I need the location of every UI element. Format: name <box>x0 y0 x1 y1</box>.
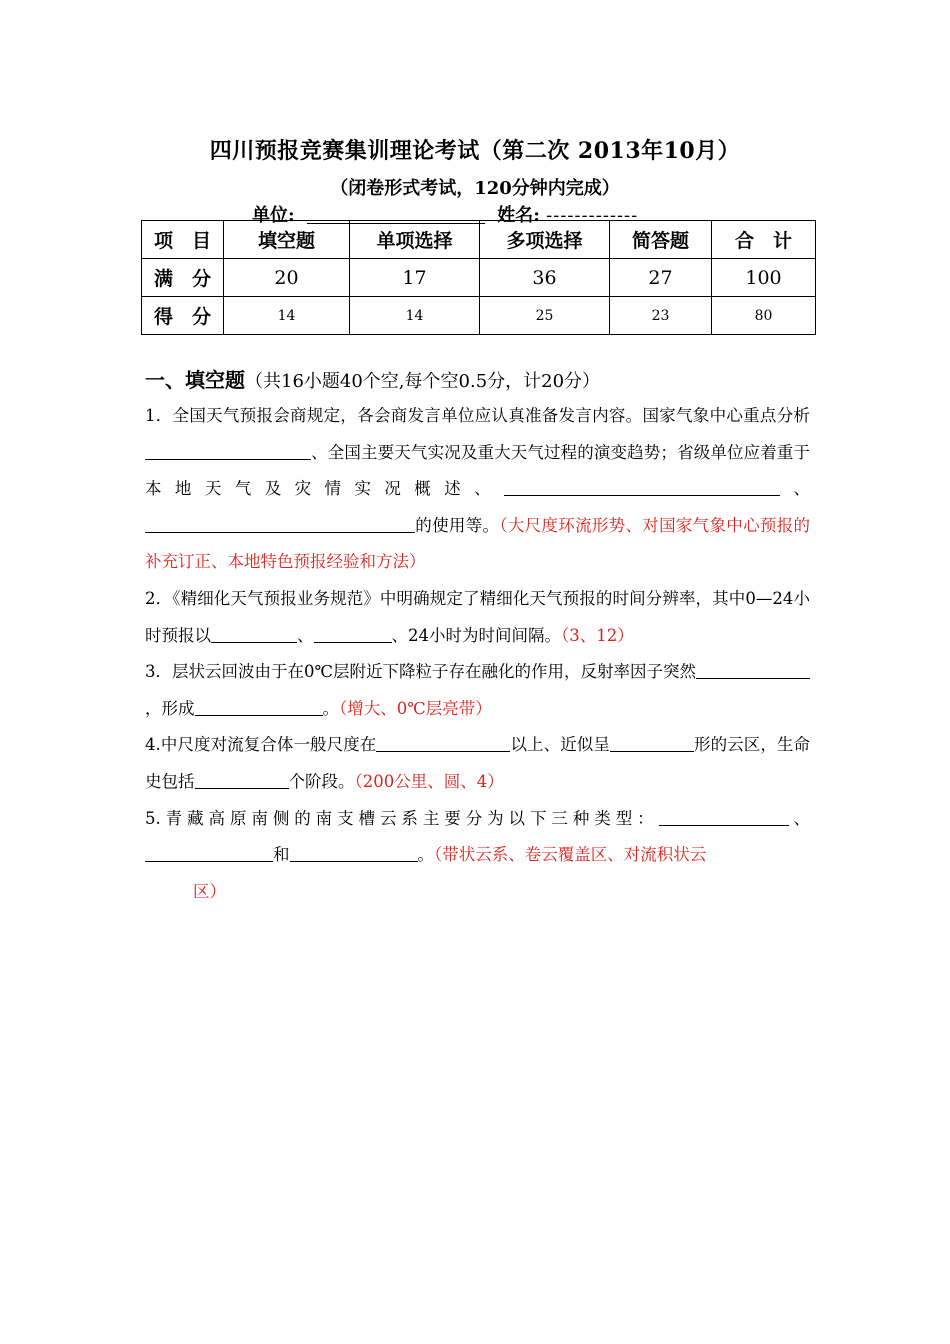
answer-key: （3、12） <box>561 625 634 645</box>
answer-key: 区） <box>193 881 226 901</box>
section-title: 一、填空题 <box>145 368 245 392</box>
answer-blank[interactable] <box>742 479 780 496</box>
answer-blank[interactable] <box>145 516 415 533</box>
answer-blank[interactable] <box>504 479 742 496</box>
section-heading <box>145 364 600 393</box>
answer-blank[interactable] <box>696 662 716 679</box>
question-3: 3．层状云回波由于在0℃层附近下降粒子存在融化的作用，反射率因子突然，形成 。（增大、0℃层亮带） <box>145 654 810 727</box>
answer-blank[interactable] <box>195 772 289 789</box>
table-cell: 满 分 <box>142 259 224 297</box>
table-cell: 27 <box>610 259 712 297</box>
answer-key: （大尺度环流形势、对国家气象中心预报的补充订正、本地特色预报经验和方法） <box>145 515 811 572</box>
question-5-continued <box>145 874 810 911</box>
table-cell: 36 <box>480 259 610 297</box>
full-marks-row <box>142 259 816 297</box>
answer-blank[interactable] <box>145 443 311 460</box>
answer-blank[interactable] <box>716 662 810 679</box>
table-cell: 23 <box>610 297 712 335</box>
answer-blank[interactable] <box>314 626 392 643</box>
answer-blank[interactable] <box>195 699 323 716</box>
exam-subtitle: （闭卷形式考试，120分钟内完成） <box>330 178 620 199</box>
table-cell: 80 <box>712 297 816 335</box>
header-cell: 项 目 <box>142 221 224 259</box>
answer-key: （带状云系、卷云覆盖区、对流积状云 <box>434 845 707 865</box>
answer-blank[interactable] <box>145 845 273 862</box>
header-cell: 填空题 <box>224 221 350 259</box>
scores-row <box>142 297 816 335</box>
section-note: （共16小题40个空,每个空0.5分，计20分） <box>245 371 601 392</box>
answer-key: （200公里、圆、4） <box>354 771 504 791</box>
unit-label: 单位: <box>252 205 295 226</box>
header-cell: 简答题 <box>610 221 712 259</box>
exam-title: 四川预报竞赛集训理论考试（第二次 2013年10月） <box>209 138 741 164</box>
table-cell: 得 分 <box>142 297 224 335</box>
answer-blank[interactable] <box>659 809 789 826</box>
score-table-header-row <box>142 221 816 259</box>
table-cell: 14 <box>350 297 480 335</box>
answer-blank[interactable] <box>290 845 418 862</box>
table-cell: 17 <box>350 259 480 297</box>
name-label: 姓名: <box>497 205 540 226</box>
questions-body <box>145 398 810 910</box>
answer-blank[interactable] <box>211 626 297 643</box>
header-cell: 单项选择 <box>350 221 480 259</box>
answer-key: （增大、0℃层亮带） <box>339 698 492 718</box>
header-cell: 多项选择 <box>480 221 610 259</box>
answer-blank[interactable] <box>376 735 510 752</box>
question-5: 5.青藏高原南侧的南支槽云系主要分为以下三种类型： 、和 。（带状云系、卷云覆盖区、对流积状云 <box>145 808 810 865</box>
table-cell: 14 <box>224 297 350 335</box>
question-1: 1．全国天气预报会商规定，各会商发言单位应认真准备发言内容。国家气象中心重点分析、全国主要天气实况及重大天气过程的演变趋势；省级单位应着重于本地天气及灾情实况概述、 、的使用等。（大尺度环流形势、对国家气象中心预报的补充订正、本地特色预报经验和方法） <box>145 406 811 572</box>
question-4: 4.中尺度对流复合体一般尺度在 以上、近似呈 形的云区，生命史包括 个阶段。（200公里、圆、4） <box>145 735 811 791</box>
table-cell: 25 <box>480 297 610 335</box>
name-blank[interactable]: ------------- <box>546 205 639 226</box>
question-2: 2．《精细化天气预报业务规范》中明确规定了精细化天气预报的时间分辨率，其中0—24小时预报以 、 、24小时为时间间隔。（3、12） <box>145 588 810 645</box>
score-table <box>141 220 816 335</box>
table-cell: 20 <box>224 259 350 297</box>
answer-blank[interactable] <box>610 735 694 752</box>
table-cell: 100 <box>712 259 816 297</box>
header-cell: 合 计 <box>712 221 816 259</box>
